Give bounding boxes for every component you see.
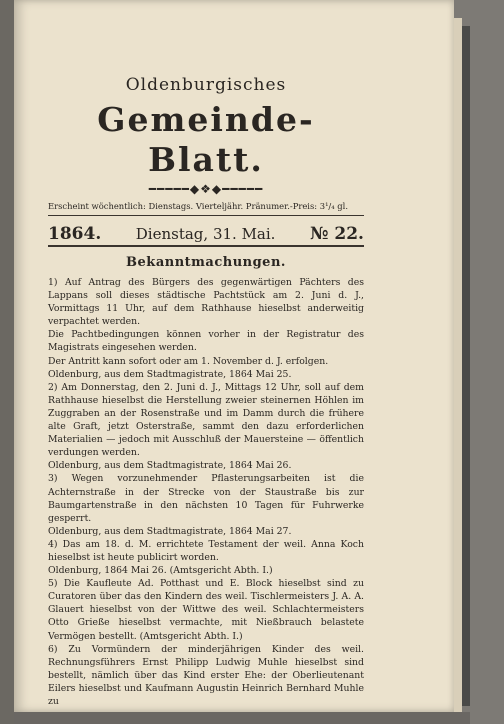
paragraph: Oldenburg, aus dem Stadtmagistrate, 1864 Mai 25. xyxy=(48,368,292,380)
ornament-divider: ━━━━━◆❖◆━━━━━ xyxy=(148,182,264,196)
paragraph: Der Antritt kann sofort oder am 1. November d. J. erfolgen. xyxy=(48,355,329,367)
paragraph: 2) Am Donnerstag, den 2. Juni d. J., Mittags 12 Uhr, soll auf dem Rathhause hieselbst die Herstellung zweier steinernen Höhlen im Zuggraben an der Rosenstraße und im Damm durch die frühere alte Graft, jetzt Osterstraße, sammt den dazu erforderlichen Materialien — jedoch mit Ausschluß der Mauersteine — öffentlich verdungen werden. xyxy=(48,381,364,459)
issue-date: Dienstag, 31. Mai. xyxy=(135,225,276,243)
page-edge xyxy=(454,18,462,712)
dateline xyxy=(48,224,364,244)
paragraph: Oldenburg, aus dem Stadtmagistrate, 1864 Mai 26. xyxy=(48,460,292,472)
newspaper-content xyxy=(48,74,364,708)
announcements xyxy=(48,276,364,708)
paragraph: 1) Auf Antrag des Bürgers des gegenwärtigen Pächters des Lappans soll dieses städtische Pachtstück am 2. Juni d. J., Vormittags 11 Uhr, auf dem Rathhause hieselbst anderweitig verpachtet werden. xyxy=(48,277,364,328)
book-binding xyxy=(0,0,14,724)
rule-bottom xyxy=(48,245,364,247)
bottom-shadow xyxy=(14,712,470,724)
paragraph: Die Pachtbedingungen können vorher in der Registratur des Magistrats eingesehen werden. xyxy=(48,329,364,354)
paragraph: Oldenburg, 1864 Mai 26. (Amtsgericht Abth. I.) xyxy=(48,565,273,577)
paragraph: 4) Das am 18. d. M. errichtete Testament der weil. Anna Koch hieselbst ist heute publicirt worden. xyxy=(48,538,364,563)
book-cover-edge xyxy=(462,26,470,706)
paragraph: Oldenburg, aus dem Stadtmagistrate, 1864 Mai 27. xyxy=(48,525,292,537)
issue-number: № 22. xyxy=(310,224,364,244)
issue-year: 1864. xyxy=(48,224,102,244)
rule-top xyxy=(48,215,364,216)
masthead-title-main: Gemeinde-Blatt. xyxy=(97,100,315,179)
paragraph: 5) Die Kaufleute Ad. Potthast und E. Block hieselbst sind zu Curatoren über das den Kindern des weil. Tischlermeisters J. A. A. Glauert hieselbst von der Wittwe des weil. Schlachtermeisters Otto Grieße hieselbst vermachte, mit Nießbrauch belastete Vermögen bestellt. (Amtsgericht Abth. I.) xyxy=(48,578,364,642)
masthead-title-top: Oldenburgisches xyxy=(125,75,287,95)
paragraph: 6) Zu Vormündern der minderjährigen Kinder des weil. Rechnungsführers Ernst Philipp Ludwig Muhle hieselbst sind bestellt, nämlich über das Kind erster Ehe: der Oberlieutenant Eilers hieselbst und Kaufmann Augustin Heinrich Bernhard Muhle zu xyxy=(48,643,364,707)
paragraph: 3) Wegen vorzunehmender Pflasterungsarbeiten ist die Achternstraße in der Strecke von der Staustraße bis zur Baumgartenstraße in den nächsten 10 Tagen für Fuhrwerke gesperrt. xyxy=(48,473,364,524)
publication-info: Erscheint wöchentlich: Dienstags. Vierteljähr. Pränumer.-Preis: 3¹/₄ gl. xyxy=(48,201,348,211)
section-title: Bekanntmachungen. xyxy=(126,255,286,270)
